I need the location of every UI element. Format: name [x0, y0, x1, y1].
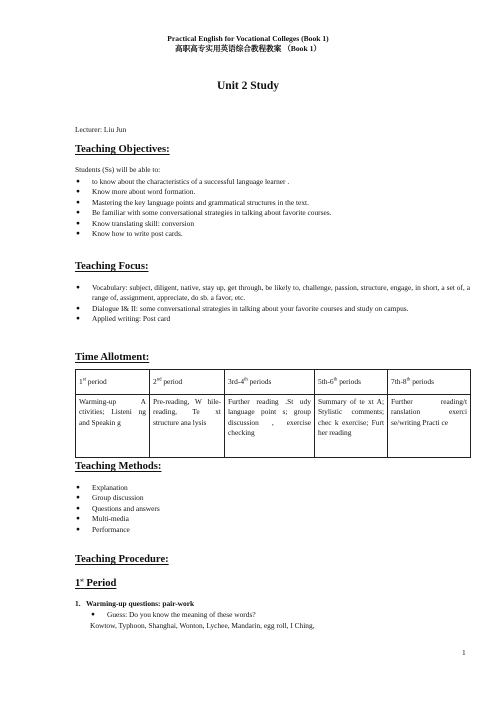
- table-header-cell: 5th-6th periods: [315, 370, 388, 395]
- list-item: ● Questions and answers: [75, 504, 470, 514]
- objectives-list: [75, 177, 470, 239]
- list-item: ● Performance: [75, 525, 470, 535]
- table-cell: Pre-reading, W hile-reading, Te xt structure ana lysis: [150, 395, 225, 458]
- list-item: ● Explanation: [75, 483, 470, 493]
- page-number: 1: [462, 648, 466, 657]
- table-cell: Warming-up A ctivities; Listeni ng and Speakin g: [76, 395, 150, 458]
- procedure-heading: Teaching Procedure:: [75, 554, 169, 565]
- step-warming-up: 1. Warming-up questions: pair-work: [75, 599, 195, 608]
- header-title-english: Practical English for Vocational Colleges (Book 1): [167, 34, 329, 43]
- guess-list: [90, 610, 470, 620]
- unit-title: Unit 2 Study: [217, 80, 279, 92]
- methods-list: [75, 483, 470, 535]
- list-item: ● Know more about word formation.: [75, 187, 470, 197]
- table-cell: Summary of te xt A; Stylistic comments; chec k exercise; Furt her reading: [315, 395, 388, 458]
- list-item: ● Group discussion: [75, 493, 470, 503]
- methods-heading: Teaching Methods:: [75, 461, 162, 472]
- objectives-heading: Teaching Objectives:: [75, 144, 170, 155]
- focus-list: [75, 283, 470, 325]
- list-item: ● Guess: Do you know the meaning of these words?: [90, 610, 470, 620]
- objectives-intro: Students (Ss) will be able to:: [75, 165, 161, 174]
- list-item: ● Applied writing: Post card: [75, 314, 470, 324]
- list-item: ● to know about the characteristics of a successful language learner .: [75, 177, 470, 187]
- period-heading: 1st Period: [75, 578, 117, 589]
- header-title-chinese: 高职高专实用英语综合教程教案 （Book 1）: [175, 44, 321, 53]
- focus-heading: Teaching Focus:: [75, 261, 149, 272]
- table-header-cell: 1st period: [76, 370, 150, 395]
- list-item: ● Multi-media: [75, 514, 470, 524]
- words-line: Kowtow, Typhoon, Shanghai, Wonton, Lychee, Mandarin, egg roll, I Ching,: [90, 621, 315, 630]
- list-item: ● Mastering the key language points and grammatical structures in the text.: [75, 198, 470, 208]
- table-cell: Further reading .St udy language point s; group discussion , exercise checking: [225, 395, 315, 458]
- table-row: [76, 395, 471, 458]
- lecturer-line: Lecturer: Liu Jun: [75, 125, 127, 134]
- list-item: ● Dialogue I& II: some conversational strategies in talking about your favorite courses and study on campus.: [75, 304, 470, 314]
- list-item: ● Know translating skill: conversion: [75, 219, 470, 229]
- time-allotment-table: [75, 369, 471, 458]
- table-header-cell: 7th-8th periods: [388, 370, 471, 395]
- table-header-cell: 3rd-4th periods: [225, 370, 315, 395]
- list-item: ● Know how to write post cards.: [75, 229, 470, 239]
- list-item: ● Vocabulary: subject, diligent, native, stay up, get through, be likely to, challenge, passion, structure, engage, in short, a set of, a range of, assignment, appreciate, do sb. a favor, etc.: [75, 283, 470, 304]
- table-cell: Further reading/t ranslation exerci se/writing Practi ce: [388, 395, 471, 458]
- list-item: ● Be familiar with some conversational strategies in talking about favorite courses.: [75, 208, 470, 218]
- allotment-heading: Time Allotment:: [75, 352, 150, 363]
- table-header-cell: 2nd period: [150, 370, 225, 395]
- table-header-row: [76, 370, 471, 395]
